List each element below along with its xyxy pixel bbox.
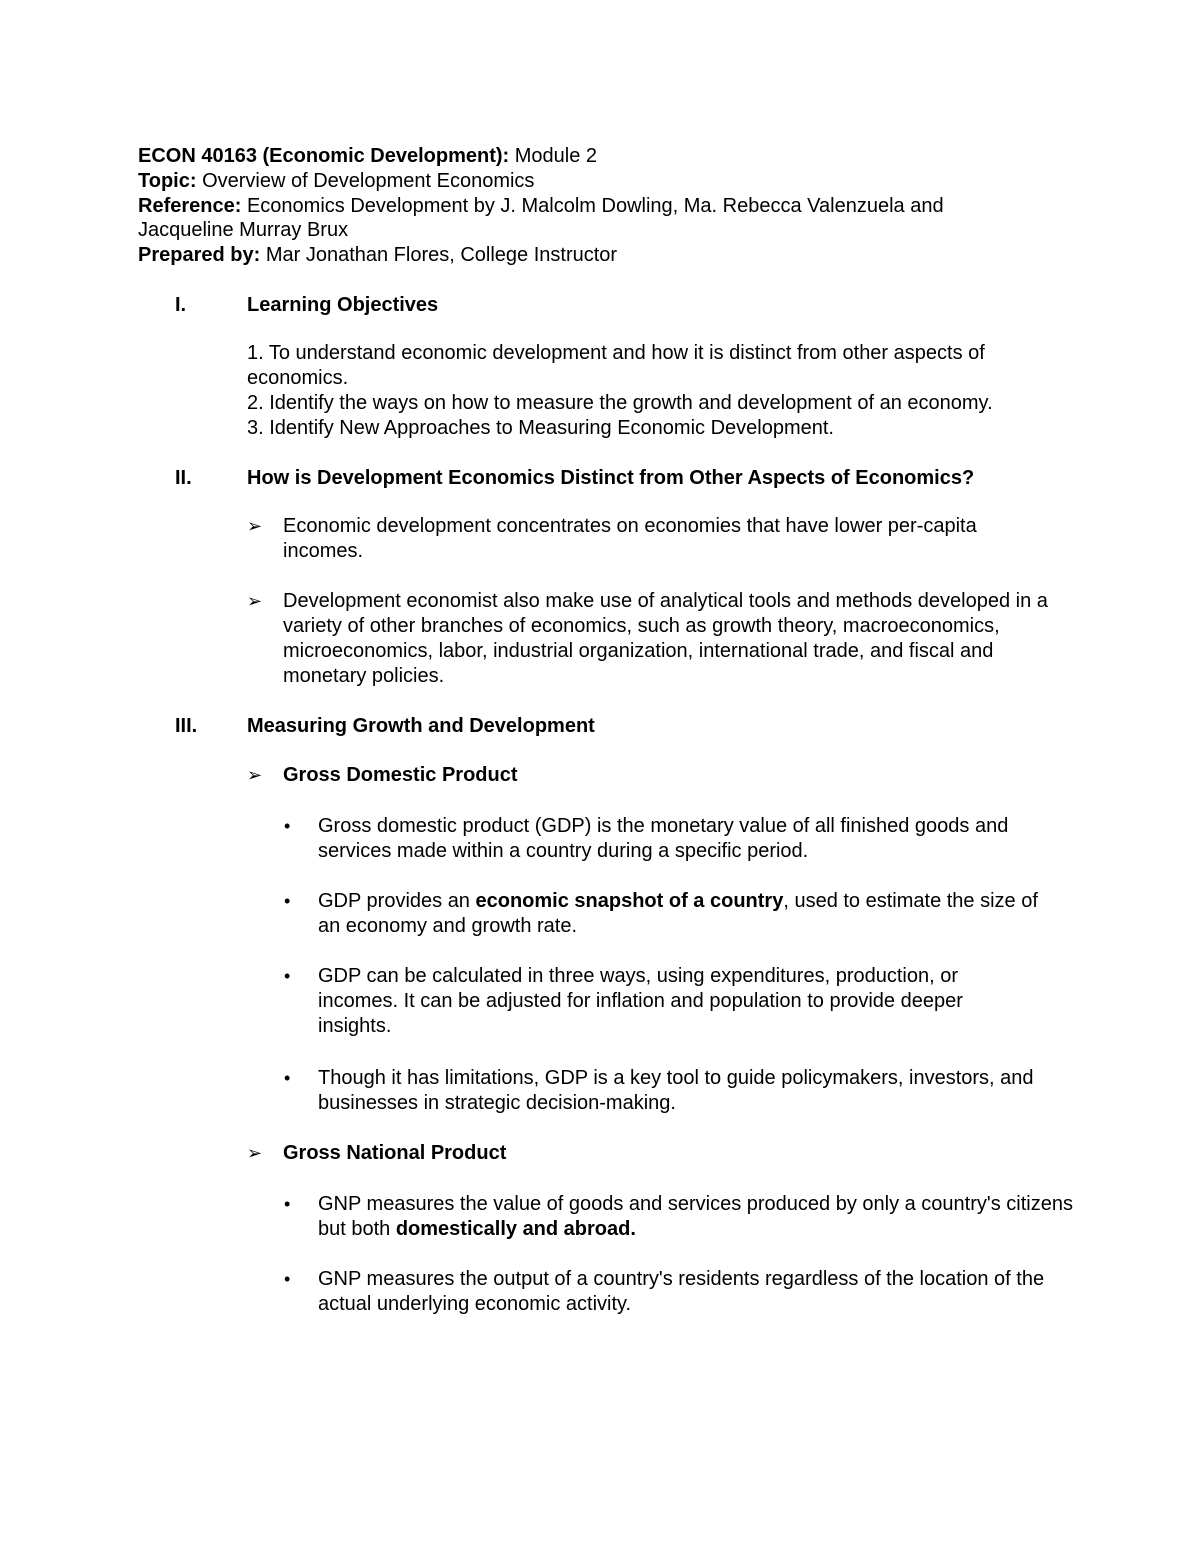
arrow-icon: ➢ [247, 516, 263, 536]
bullet-icon: • [284, 1194, 291, 1214]
bullet-icon: • [284, 1068, 291, 1088]
gdp-subtitle: Gross Domestic Product [283, 764, 518, 786]
gnp-subtitle: Gross National Product [283, 1142, 507, 1164]
prepared-value: Mar Jonathan Flores, College Instructor [260, 244, 618, 266]
distinct-point-2: Development economist also make use of analytical tools and methods developed in a variety of other branches of economics, such as growth theory, macroeconomics, microeconomics, labor, industrial organization, international trade, and fiscal and monetary policies. [283, 590, 1048, 687]
topic-label: Topic: [138, 170, 197, 192]
arrow-icon: ➢ [247, 765, 263, 785]
arrow-icon: ➢ [247, 591, 263, 611]
objective-3: 3. Identify New Approaches to Measuring Economic Development. [247, 417, 834, 439]
section-1-numeral: I. [175, 294, 187, 316]
section-2-numeral: II. [175, 467, 192, 489]
course-value: Module 2 [509, 145, 598, 167]
arrow-icon: ➢ [247, 1143, 263, 1163]
objective-2: 2. Identify the ways on how to measure the growth and development of an economy. [247, 392, 993, 414]
gdp-bullet-2-before: GDP provides an [318, 890, 476, 912]
section-1-title: Learning Objectives [247, 294, 439, 316]
course-line [138, 144, 597, 168]
reference-line [138, 194, 944, 218]
bullet-icon: • [284, 891, 291, 911]
distinct-point-1: Economic development concentrates on economies that have lower per-capita incomes. [283, 515, 977, 562]
objective-1: 1. To understand economic development and how it is distinct from other aspects of economics. [247, 342, 985, 389]
reference-label: Reference: [138, 195, 242, 217]
gnp-bullet-2: GNP measures the output of a country's residents regardless of the location of the actual underlying economic activity. [318, 1268, 1045, 1315]
gdp-bullet-2-after: , used to estimate the size of an economy and growth rate. [318, 890, 1038, 937]
topic-line [138, 169, 534, 193]
gdp-bullet-4: Though it has limitations, GDP is a key tool to guide policymakers, investors, and businesses in strategic decision-making. [318, 1067, 1034, 1114]
bullet-icon: • [284, 1269, 291, 1289]
reference-value: Economics Development by J. Malcolm Dowling, Ma. Rebecca Valenzuela and [241, 195, 944, 217]
section-3-numeral: III. [175, 715, 198, 737]
section-2-title: How is Development Economics Distinct from Other Aspects of Economics? [247, 467, 975, 489]
gnp-bullet-1 [318, 1192, 1078, 1242]
reference-value-cont: Jacqueline Murray Brux [138, 219, 349, 241]
topic-value: Overview of Development Economics [196, 170, 535, 192]
gdp-bullet-1: Gross domestic product (GDP) is the monetary value of all finished goods and services made within a country during a specific period. [318, 815, 1009, 862]
bullet-icon: • [284, 966, 291, 986]
gdp-bullet-2-bold: economic snapshot of a country [475, 890, 784, 912]
prepared-label: Prepared by: [138, 244, 261, 266]
prepared-line [138, 243, 617, 267]
reference-line-2 [138, 218, 348, 242]
gdp-bullet-3: GDP can be calculated in three ways, using expenditures, production, or incomes. It can be adjusted for inflation and population to provide deeper insights. [318, 965, 963, 1037]
section-3-title: Measuring Growth and Development [247, 715, 595, 737]
course-label: ECON 40163 (Economic Development): [138, 145, 510, 167]
gdp-bullet-2 [318, 889, 1048, 939]
bullet-icon: • [284, 816, 291, 836]
gnp-bullet-1-bold: domestically and abroad. [395, 1218, 636, 1240]
gnp-bullet-1-before: GNP measures the value of goods and services produced by only a country's citizens but both [318, 1193, 1073, 1240]
